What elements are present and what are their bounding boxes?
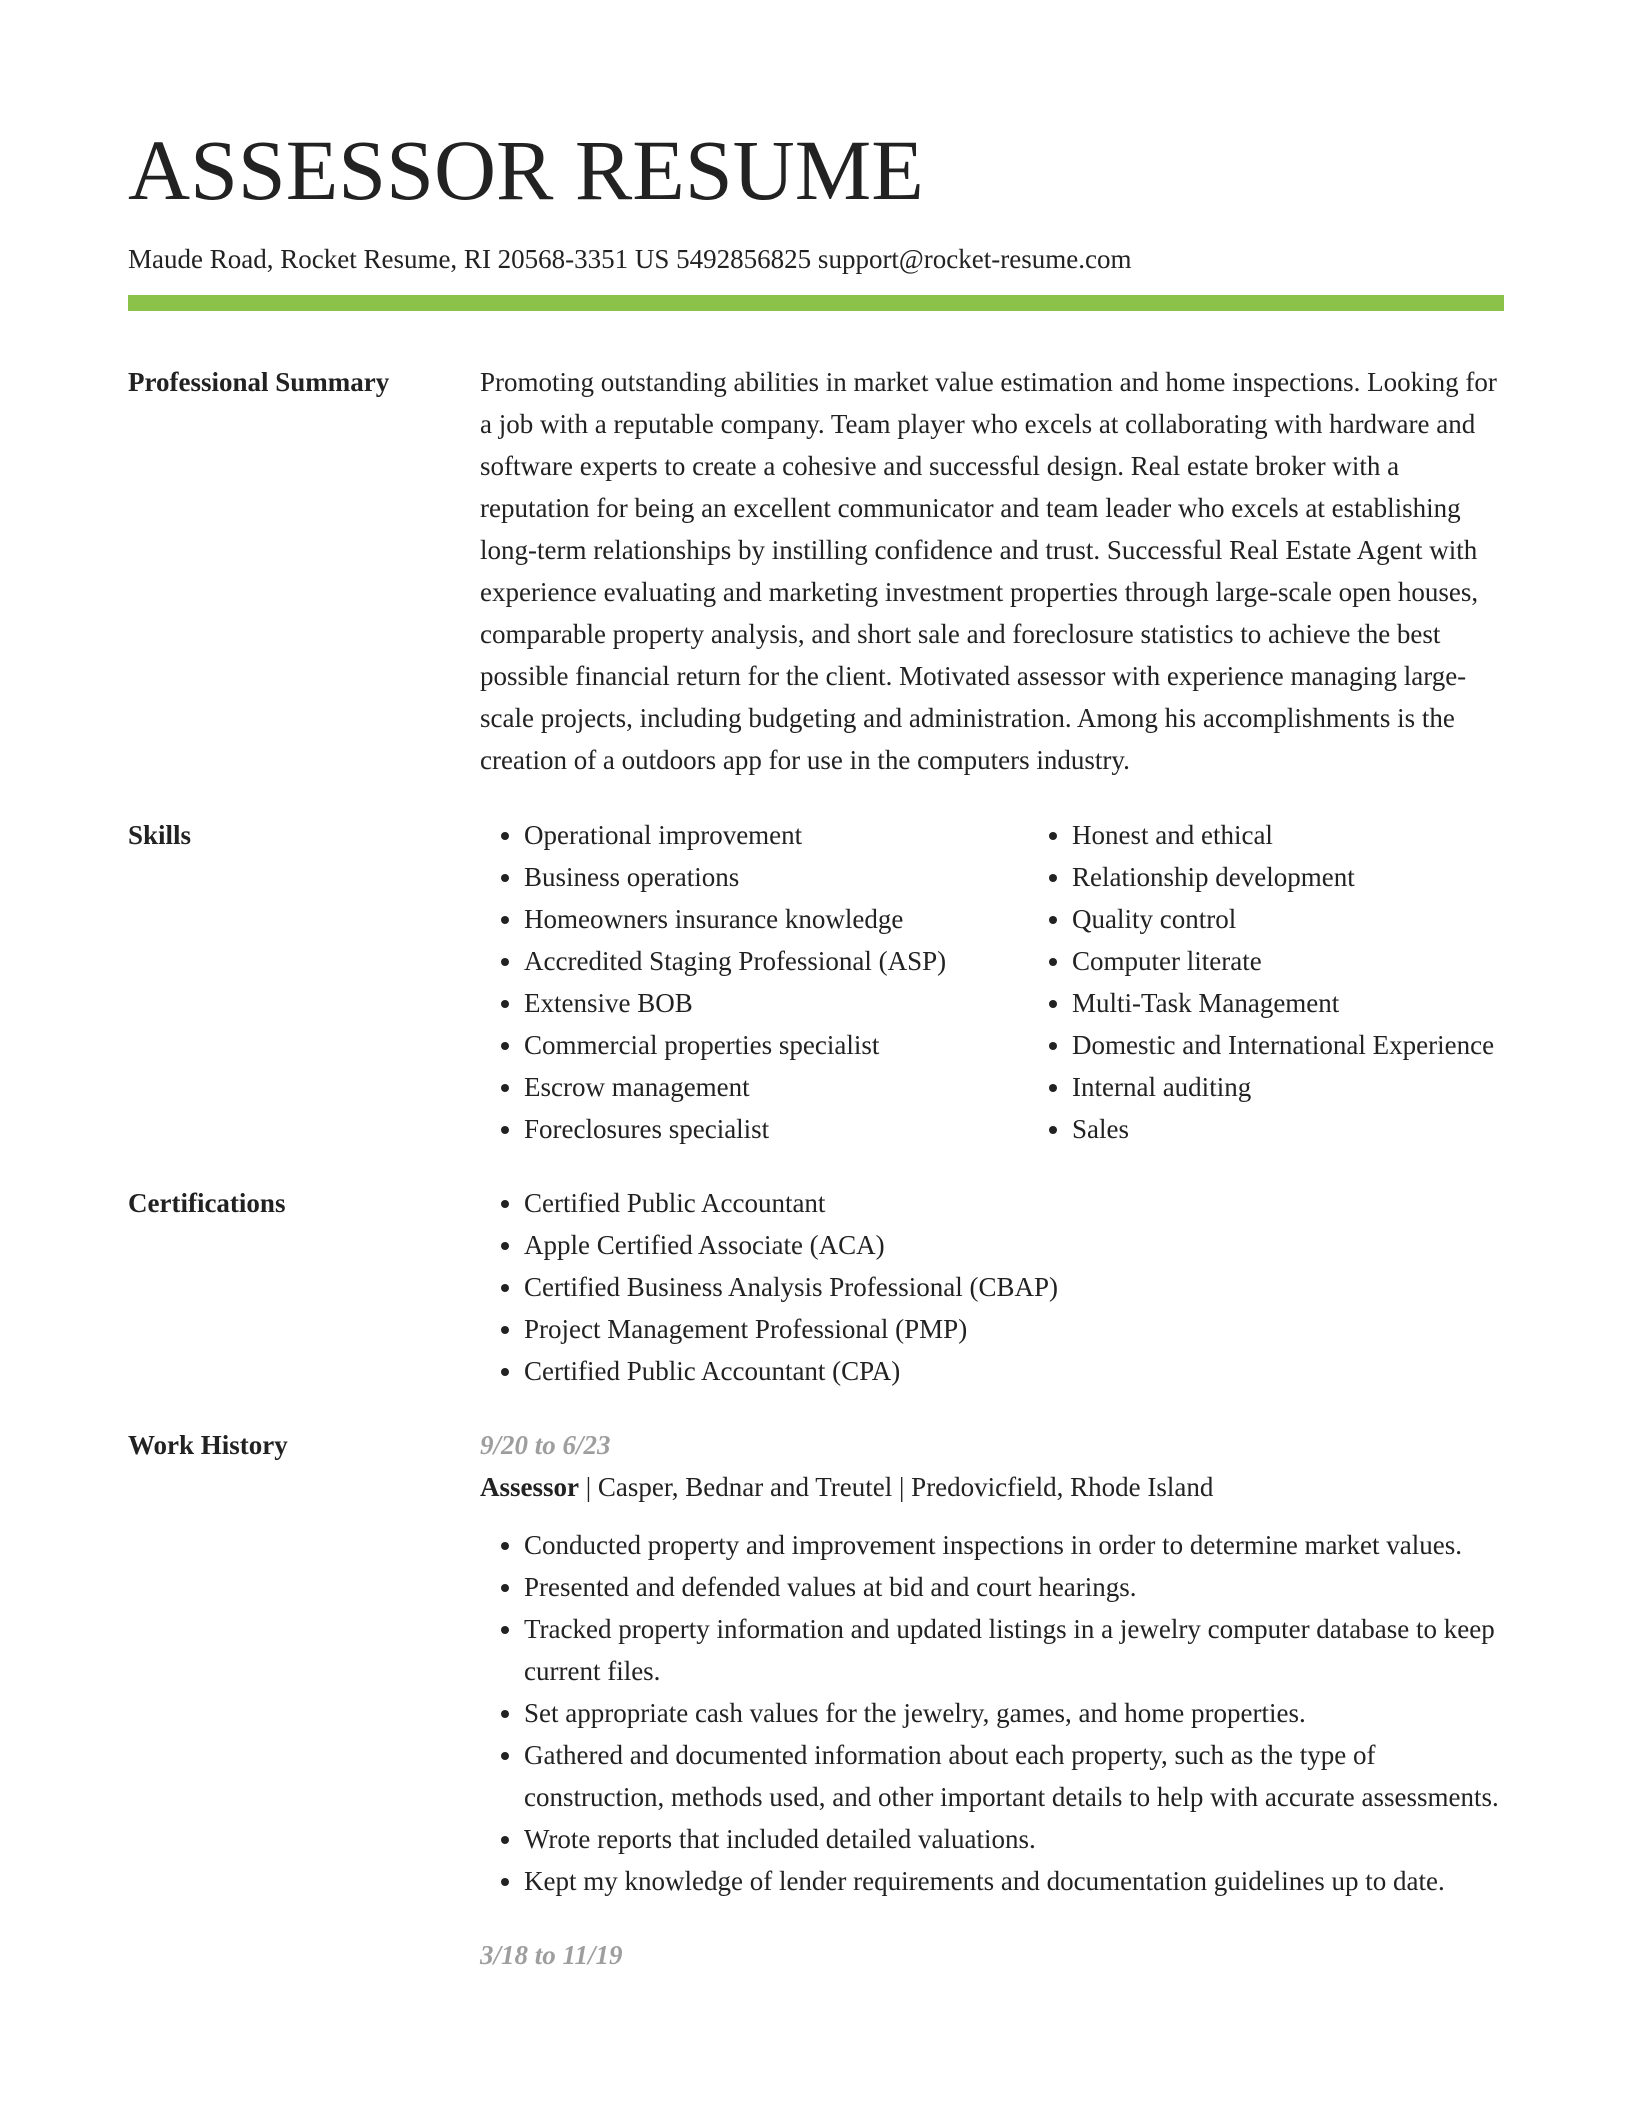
skills-grid <box>480 814 1504 1150</box>
skill-item: • Escrow management <box>524 1066 1028 1108</box>
job-bullet: • Presented and defended values at bid and court hearings. <box>524 1566 1504 1608</box>
skill-item: • Commercial properties specialist <box>524 1024 1028 1066</box>
skill-item: • Foreclosures specialist <box>524 1108 1028 1150</box>
work-history-body <box>480 1424 1504 1976</box>
job-dates: 9/20 to 6/23 <box>480 1430 611 1460</box>
skills-section <box>128 814 1504 1150</box>
skill-item: • Accredited Staging Professional (ASP) <box>524 940 1028 982</box>
summary-section <box>128 361 1504 781</box>
certifications-section <box>128 1182 1504 1392</box>
skills-list-right <box>1028 814 1504 1150</box>
job-bullet: • Wrote reports that included detailed valuations. <box>524 1818 1504 1860</box>
job-bullet: • Tracked property information and updated listings in a jewelry computer database to keep current files. <box>524 1608 1504 1692</box>
job-bullet: • Kept my knowledge of lender requirements and documentation guidelines up to date. <box>524 1860 1504 1902</box>
job-entry <box>480 1934 1504 1976</box>
job-heading <box>480 1466 1504 1508</box>
job-bullet: • Conducted property and improvement inspections in order to determine market values. <box>524 1524 1504 1566</box>
skill-item: • Multi-Task Management <box>1072 982 1504 1024</box>
skill-item: • Quality control <box>1072 898 1504 940</box>
skill-item: • Business operations <box>524 856 1028 898</box>
certifications-body <box>480 1182 1504 1392</box>
summary-heading: Professional Summary <box>128 367 390 397</box>
resume-page <box>128 0 1504 1976</box>
certification-item: • Project Management Professional (PMP) <box>524 1308 1504 1350</box>
skill-item: • Extensive BOB <box>524 982 1028 1024</box>
skill-item: • Domestic and International Experience <box>1072 1024 1504 1066</box>
skill-item: • Homeowners insurance knowledge <box>524 898 1028 940</box>
job-bullets <box>480 1524 1504 1902</box>
job-dates: 3/18 to 11/19 <box>480 1940 623 1970</box>
resume-title: ASSESSOR RESUME <box>128 122 924 218</box>
accent-divider <box>128 295 1504 311</box>
skill-item: • Sales <box>1072 1108 1504 1150</box>
skill-item: • Honest and ethical <box>1072 814 1504 856</box>
job-title: Assessor <box>480 1472 579 1502</box>
job-bullet: • Set appropriate cash values for the jewelry, games, and home properties. <box>524 1692 1504 1734</box>
skill-item: • Operational improvement <box>524 814 1028 856</box>
certification-item: • Certified Business Analysis Professional (CBAP) <box>524 1266 1504 1308</box>
skills-list-left <box>480 814 1028 1150</box>
skills-heading: Skills <box>128 820 192 850</box>
skill-item: • Internal auditing <box>1072 1066 1504 1108</box>
certification-item: • Apple Certified Associate (ACA) <box>524 1224 1504 1266</box>
job-bullet: • Gathered and documented information about each property, such as the type of construction, methods used, and other important details to help with accurate assessments. <box>524 1734 1504 1818</box>
contact-line: Maude Road, Rocket Resume, RI 20568-3351 US 5492856825 support@rocket-resume.com <box>128 244 1132 274</box>
certification-item: • Certified Public Accountant <box>524 1182 1504 1224</box>
certifications-list <box>480 1182 1504 1392</box>
certification-item: • Certified Public Accountant (CPA) <box>524 1350 1504 1392</box>
job-details: | Casper, Bednar and Treutel | Predovicfield, Rhode Island <box>579 1472 1214 1502</box>
skill-item: • Computer literate <box>1072 940 1504 982</box>
work-history-heading: Work History <box>128 1430 288 1460</box>
certifications-heading: Certifications <box>128 1188 286 1218</box>
skill-item: • Relationship development <box>1072 856 1504 898</box>
summary-text: Promoting outstanding abilities in market value estimation and home inspections. Looking for a job with a reputable company. Team player who excels at collaborating with hardware and software experts to create a cohesive and successful design. Real estate broker with a reputation for being an excellent communicator and team leader who excels at establishing long-term relationships by instilling confidence and trust. Successful Real Estate Agent with experience evaluating and marketing investment properties through large-scale open houses, comparable property analysis, and short sale and foreclosure statistics to achieve the best possible financial return for the client. Motivated assessor with experience managing large-scale projects, including budgeting and administration. Among his accomplishments is the creation of a outdoors app for use in the computers industry. <box>480 367 1497 775</box>
work-history-section <box>128 1424 1504 1976</box>
job-entry <box>480 1424 1504 1902</box>
